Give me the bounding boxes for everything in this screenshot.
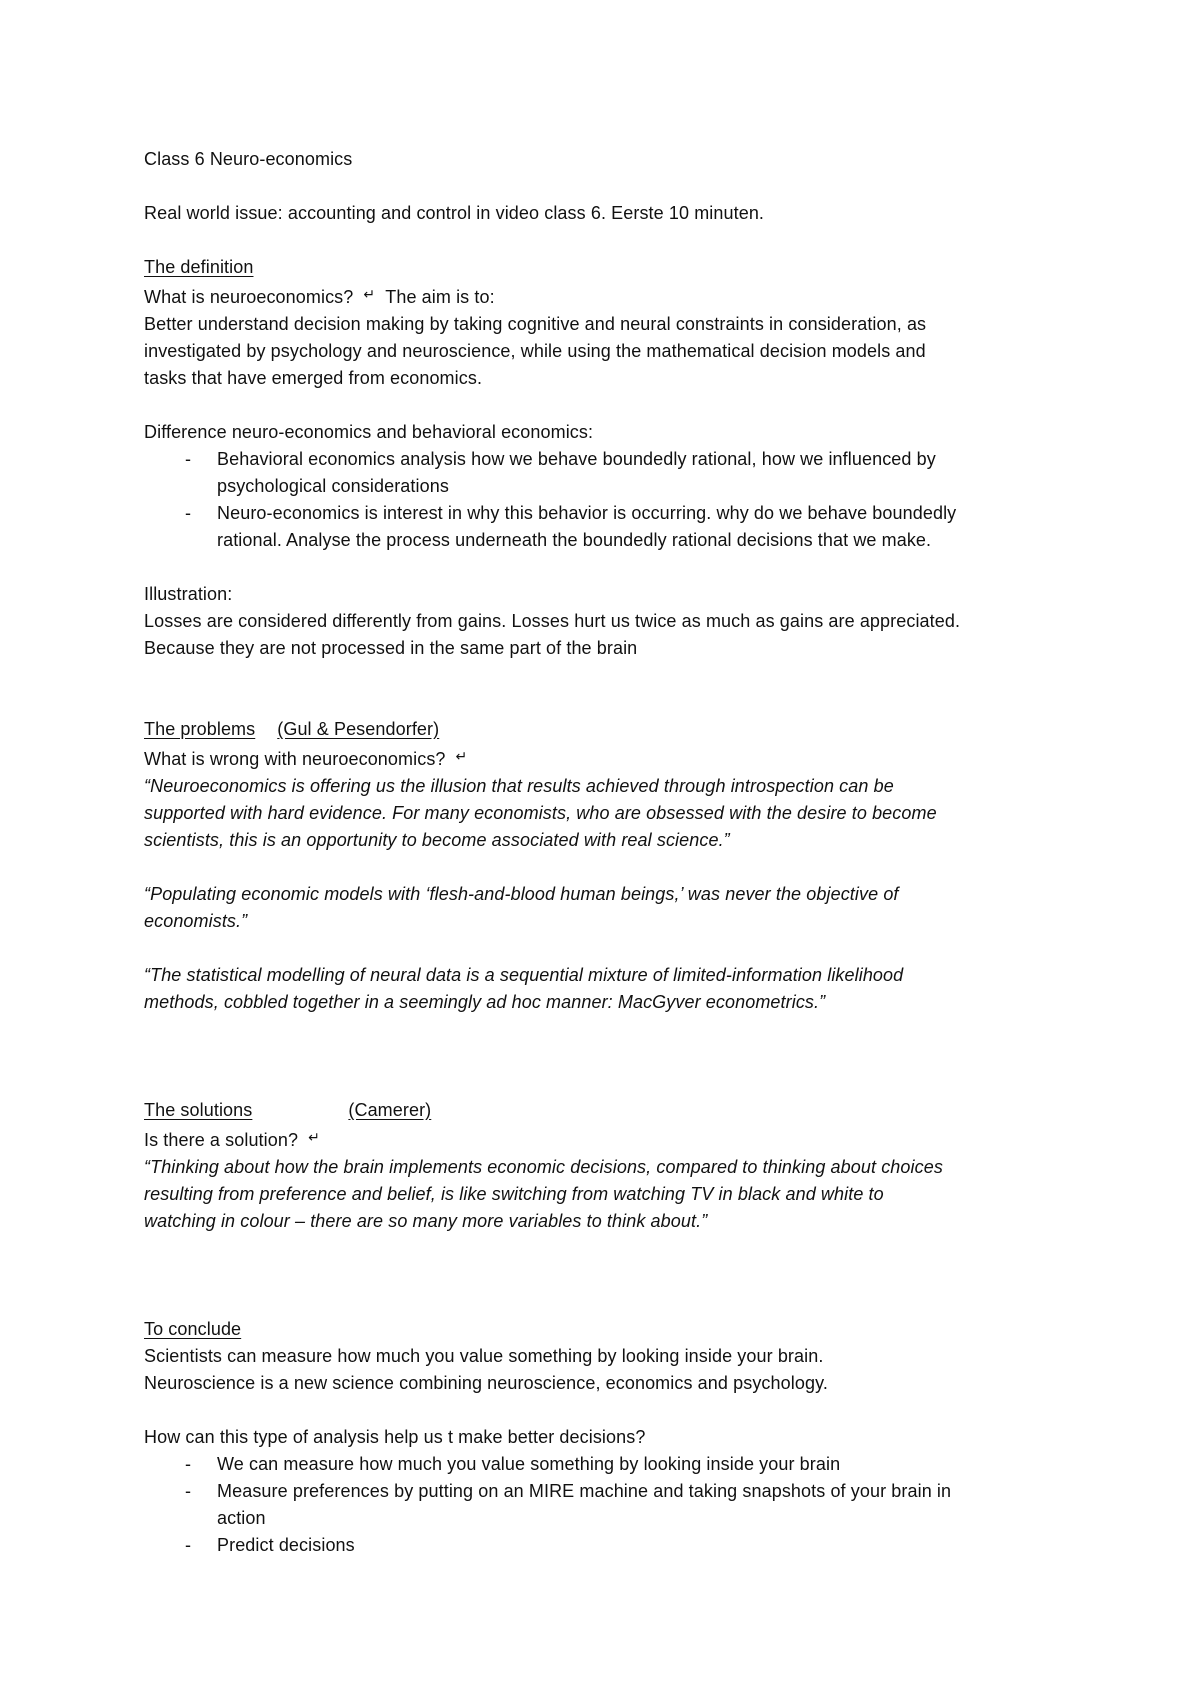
quote-line: “Neuroeconomics is offering us the illusion that results achieved through introspection can be — [144, 776, 894, 796]
document-body — [144, 146, 1064, 1559]
conclude-question: How can this type of analysis help us t make better decisions? — [144, 1427, 646, 1447]
dash-bullet: - — [185, 1535, 192, 1555]
solutions-heading-source: (Camerer) — [348, 1100, 432, 1120]
quote-line: scientists, this is an opportunity to become associated with real science.” — [144, 830, 730, 850]
dash-bullet: - — [185, 1454, 192, 1474]
definition-aim: The aim is to: — [385, 287, 495, 307]
quote-line: economists.” — [144, 911, 248, 931]
illustration-heading: Illustration: — [144, 584, 233, 604]
conclude-line: Scientists can measure how much you value something by looking inside your brain. — [144, 1346, 824, 1366]
difference-list — [144, 446, 1064, 554]
problems-question: What is wrong with neuroeconomics? — [144, 749, 446, 769]
list-item — [144, 1478, 1064, 1532]
problems-question-line — [144, 743, 1064, 773]
list-item-text: Behavioral economics analysis how we behave boundedly rational, how we influenced by — [217, 449, 936, 469]
list-item-text: Measure preferences by putting on an MIRE machine and taking snapshots of your brain in — [217, 1481, 952, 1501]
conclude-line: Neuroscience is a new science combining neuroscience, economics and psychology. — [144, 1373, 828, 1393]
list-item — [144, 500, 1064, 554]
quote-line: methods, cobbled together in a seemingly ad hoc manner: MacGyver econometrics.” — [144, 992, 826, 1012]
problems-heading-source: (Gul & Pesendorfer) — [277, 719, 440, 739]
list-item-text: psychological considerations — [217, 476, 449, 496]
quote-line: “The statistical modelling of neural data is a sequential mixture of limited-information likelihood — [144, 965, 904, 985]
dash-bullet: - — [185, 449, 192, 469]
definition-line: tasks that have emerged from economics. — [144, 368, 483, 388]
solutions-question-line — [144, 1124, 1064, 1154]
difference-heading: Difference neuro-economics and behavioral economics: — [144, 422, 594, 442]
list-item — [144, 446, 1064, 500]
quote-line: “Populating economic models with ‘flesh-and-blood human beings,’ was never the objective of — [144, 884, 899, 904]
illustration-line: Because they are not processed in the same part of the brain — [144, 638, 638, 658]
arrow-icon: ↵ — [363, 286, 376, 302]
list-item — [144, 1451, 1064, 1478]
dash-bullet: - — [185, 503, 192, 523]
list-item — [144, 1532, 1064, 1559]
problems-heading — [144, 716, 1064, 743]
intro-text: Real world issue: accounting and control in video class 6. Eerste 10 minuten. — [144, 203, 765, 223]
quote-line: supported with hard evidence. For many economists, who are obsessed with the desire to become — [144, 803, 937, 823]
definition-heading: The definition — [144, 257, 254, 277]
solutions-heading-title: The solutions — [144, 1100, 253, 1120]
dash-bullet: - — [185, 1481, 192, 1501]
quote-line: “Thinking about how the brain implements economic decisions, compared to thinking about choices — [144, 1157, 943, 1177]
definition-question: What is neuroeconomics? — [144, 287, 354, 307]
definition-question-line — [144, 281, 1064, 311]
arrow-icon: ↵ — [455, 748, 468, 764]
definition-line: investigated by psychology and neuroscience, while using the mathematical decision models and — [144, 341, 926, 361]
list-item-text: action — [217, 1508, 266, 1528]
illustration-line: Losses are considered differently from gains. Losses hurt us twice as much as gains are appreciated. — [144, 611, 961, 631]
definition-line: Better understand decision making by taking cognitive and neural constraints in consideration, as — [144, 314, 927, 334]
list-item-text: We can measure how much you value something by looking inside your brain — [217, 1454, 841, 1474]
quote-line: watching in colour – there are so many more variables to think about.” — [144, 1211, 708, 1231]
list-item-text: Predict decisions — [217, 1535, 355, 1555]
document-title: Class 6 Neuro-economics — [144, 149, 353, 169]
list-item-text: rational. Analyse the process underneath the boundedly rational decisions that we make. — [217, 530, 932, 550]
solutions-question: Is there a solution? — [144, 1130, 299, 1150]
conclude-heading: To conclude — [144, 1319, 242, 1339]
arrow-icon: ↵ — [308, 1129, 320, 1145]
solutions-heading — [144, 1097, 1064, 1124]
list-item-text: Neuro-economics is interest in why this behavior is occurring. why do we behave boundedly — [217, 503, 957, 523]
problems-heading-title: The problems — [144, 719, 256, 739]
quote-line: resulting from preference and belief, is like switching from watching TV in black and white to — [144, 1184, 884, 1204]
conclude-list — [144, 1451, 1064, 1559]
